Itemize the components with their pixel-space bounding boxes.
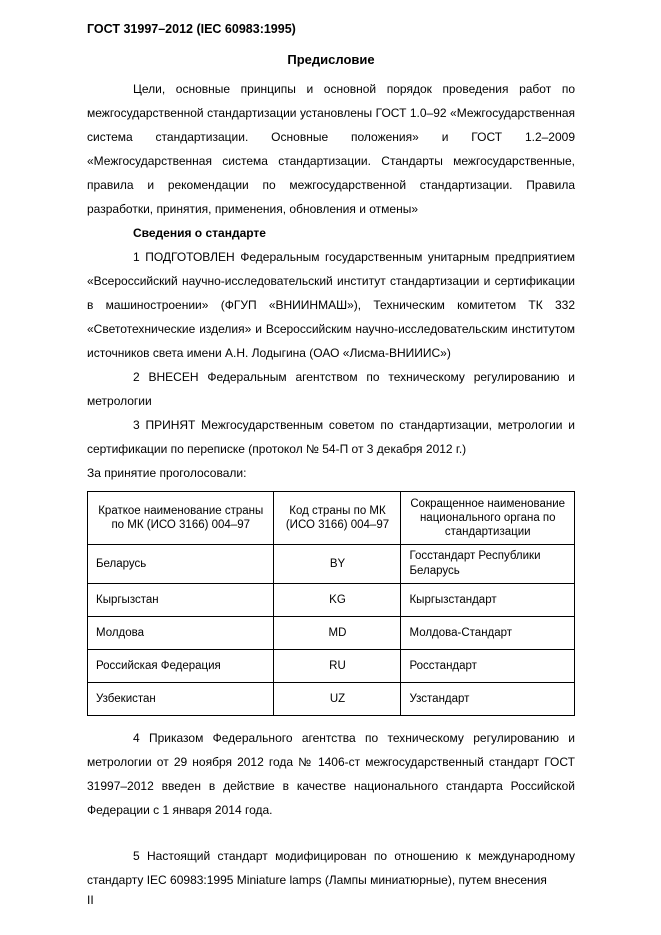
- table-row: [88, 617, 575, 650]
- table-row: [88, 650, 575, 683]
- cell-country: Узбекистан: [88, 683, 274, 716]
- paragraph-item-4: 4 Приказом Федерального агентства по техническому регулированию и метрологии от 29 ноября 2012 года № 1406-ст межгосударственный стандарт ГОСТ 31997–2012 введен в действие в качестве национального стандарта Российской Федерации с 1 января 2014 года.: [87, 731, 575, 817]
- cell-country: Кыргызстан: [88, 584, 274, 617]
- header-code: Код страны по МК (ИСО 3166) 004–97: [274, 492, 401, 545]
- cell-body: Молдова-Стандарт: [401, 617, 575, 650]
- cell-body: Кыргызстандарт: [401, 584, 575, 617]
- document-header: ГОСТ 31997–2012 (IEC 60983:1995): [87, 22, 296, 36]
- cell-body: Госстандарт Республики Беларусь: [401, 545, 575, 584]
- header-country: Краткое наименование страны по МК (ИСО 3166) 004–97: [88, 492, 274, 545]
- page-title: Предисловие: [287, 52, 375, 67]
- cell-country: Молдова: [88, 617, 274, 650]
- paragraph-item-5: 5 Настоящий стандарт модифицирован по отношению к международному стандарту IEC 60983:1995 Miniature lamps (Лампы миниатюрные), путем внесения: [87, 849, 575, 887]
- voting-table: [87, 491, 575, 716]
- cell-code: UZ: [274, 683, 401, 716]
- cell-country: Беларусь: [88, 545, 274, 584]
- table-row: [88, 584, 575, 617]
- paragraph-spacer: [87, 822, 575, 844]
- table-row: [88, 683, 575, 716]
- page-number: II: [87, 893, 94, 907]
- cell-code: BY: [274, 545, 401, 584]
- vote-intro-line: За принятие проголосовали:: [87, 466, 247, 480]
- table-header-row: [88, 492, 575, 545]
- paragraph-item-2: 2 ВНЕСЕН Федеральным агентством по техническому регулированию и метрологии: [87, 370, 575, 408]
- paragraph-item-1: 1 ПОДГОТОВЛЕН Федеральным государственным унитарным предприятием «Всероссийский научно-исследовательский институт стандартизации и сертификации в машиностроении» (ФГУП «ВНИИНМАШ»), Техническим комитетом ТК 332 «Светотехнические изделия» и Всероссийским научно-исследовательским институтом источников света имени А.Н. Лодыгина (ОАО «Лисма-ВНИИИС»): [87, 250, 575, 360]
- cell-code: RU: [274, 650, 401, 683]
- cell-country: Российская Федерация: [88, 650, 274, 683]
- header-body: Сокращенное наименование национального органа по стандартизации: [401, 492, 575, 545]
- cell-code: KG: [274, 584, 401, 617]
- cell-body: Узстандарт: [401, 683, 575, 716]
- cell-body: Росстандарт: [401, 650, 575, 683]
- cell-code: MD: [274, 617, 401, 650]
- intro-paragraph: Цели, основные принципы и основной порядок проведения работ по межгосударственной стандартизации установлены ГОСТ 1.0–92 «Межгосударственная система стандартизации. Основные положения» и ГОСТ 1.2–2009 «Межгосударственная система стандартизации. Стандарты межгосударственные, правила и рекомендации по межгосударственной стандартизации. Правила разработки, принятия, применения, обновления и отмены»: [87, 82, 575, 216]
- table-row: [88, 545, 575, 584]
- paragraph-item-3: 3 ПРИНЯТ Межгосударственным советом по стандартизации, метрологии и сертификации по переписке (протокол № 54-П от 3 декабря 2012 г.): [87, 418, 575, 456]
- section-heading: Сведения о стандарте: [133, 226, 266, 240]
